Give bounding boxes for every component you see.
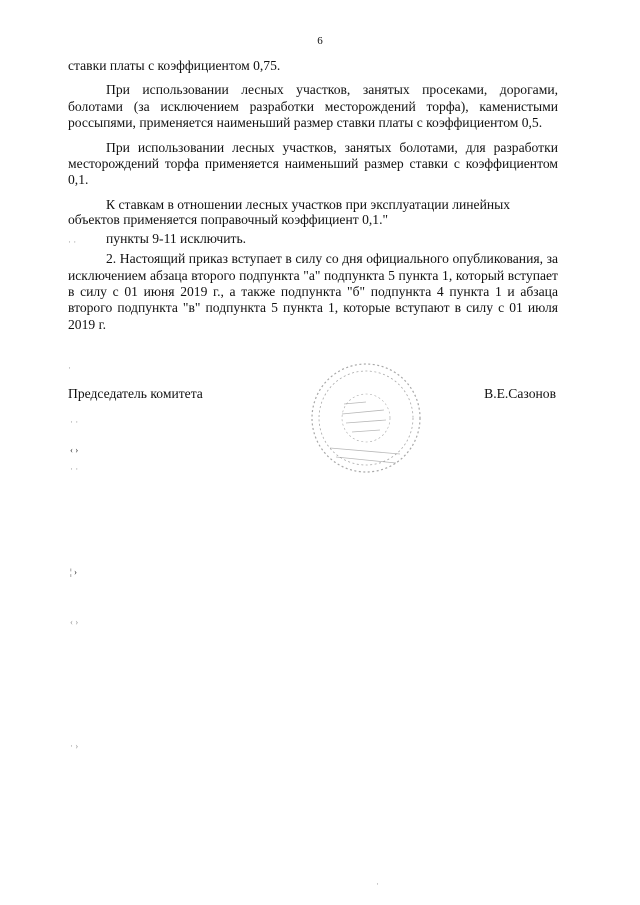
paragraph-effective-date: 2. Настоящий приказ вступает в силу со дня официального опубликования, за исключением абзаца второго подпункта "а" подпункта 5 пункта 1, который вступает в силу с 01 июня 2019 г., а также подпункта "б" подпункта 4 пункта 1 и абзаца второго подпункта "в" подпункта 5 пункта 1, которые вступают в силу с 01 июля 2019 г.: [68, 251, 558, 332]
scan-mark: ‹ ›: [70, 445, 79, 455]
scan-mark: ¦ ›: [70, 567, 78, 577]
signatory-name: В.Е.Сазонов: [484, 386, 556, 401]
scan-mark: ·: [68, 363, 71, 373]
paragraph-rate-continuation: ставки платы с коэффициентом 0,75.: [68, 58, 281, 73]
signatory-title: Председатель комитета: [68, 386, 203, 401]
scan-mark: ‹ ›: [70, 617, 79, 627]
official-seal-icon: [300, 360, 430, 478]
scan-mark: · ·: [70, 464, 79, 474]
scan-mark: · ›: [70, 741, 79, 751]
scan-mark: · ·: [70, 417, 79, 427]
scan-mark: ·: [376, 879, 379, 889]
paragraph-peat-bogs: При использовании лесных участков, занятых болотами, для разработки месторождений торфа применяется наименьший размер ставки с коэффициентом 0,1.: [68, 139, 558, 188]
paragraph-clearings-roads: При использовании лесных участков, занятых просеками, дорогами, болотами (за исключением разработки месторождений торфа), каменистыми россыпями, применяется наименьший размер ставки платы с коэффициентом 0,5.: [68, 82, 558, 131]
paragraph-linear-objects: К ставкам в отношении лесных участков при эксплуатации линейных объектов применяется поправочный коэффициент 0,1.": [68, 196, 511, 227]
scan-mark: · ·: [68, 237, 77, 247]
document-body: [68, 58, 558, 333]
paragraph-exclude-items: пункты 9-11 исключить.: [106, 230, 247, 246]
page-number: 6: [317, 35, 323, 47]
